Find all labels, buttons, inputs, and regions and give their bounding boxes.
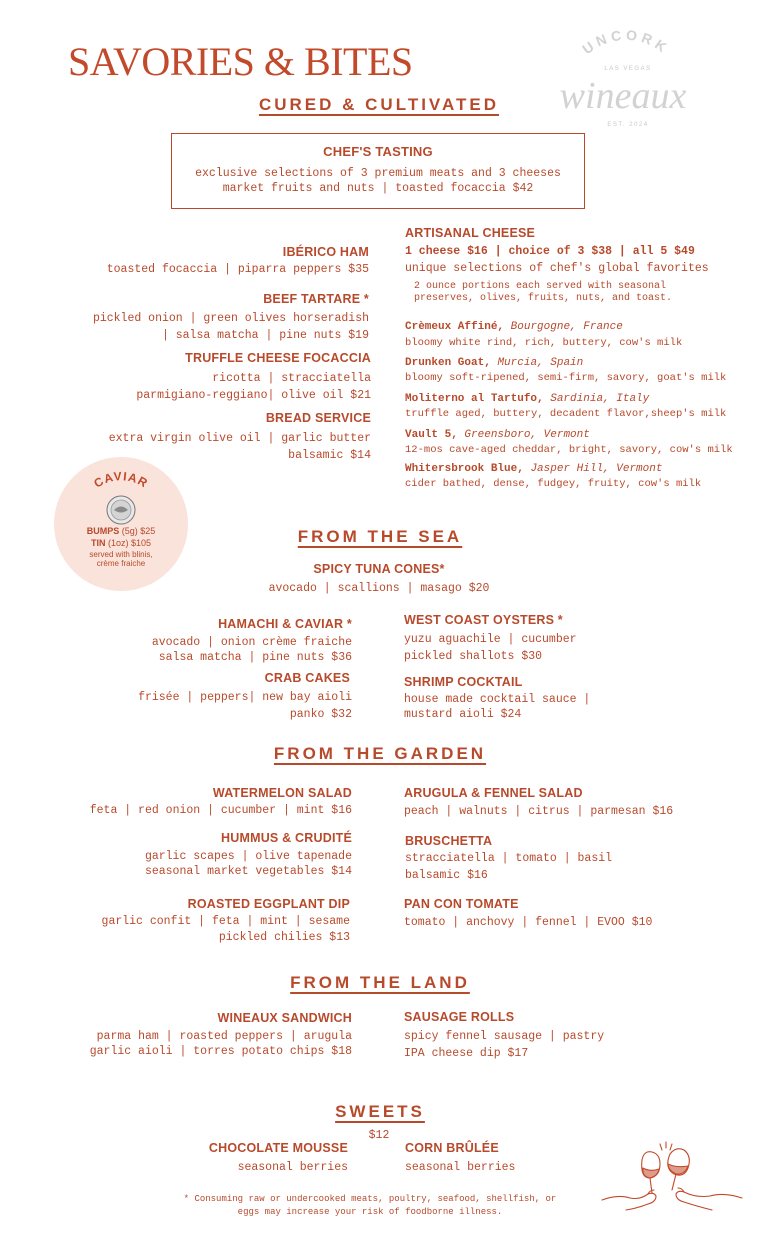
section-from-the-sea: FROM THE SEA: [297, 527, 463, 546]
item-shrimp-cocktail-name: SHRIMP COCKTAIL: [404, 675, 523, 689]
cheese-item-vault5-desc: 12-mos cave-aged cheddar, bright, savory, cow's milk: [405, 444, 733, 456]
item-sausage-rolls-name: SAUSAGE ROLLS: [404, 1010, 515, 1024]
item-hummus-desc1: garlic scapes | olive tapenade: [144, 850, 352, 863]
item-bruschetta-desc1: stracciatella | tomato | basil: [405, 852, 613, 865]
item-eggplant-desc2: pickled chilies $13: [218, 931, 350, 944]
chef-tasting-line1: exclusive selections of 3 premium meats and 3 cheeses: [195, 167, 561, 180]
cheese-item-whitersbrook-origin: Jasper Hill, Vermont: [530, 463, 663, 475]
cheese-prices: 1 cheese $16 | choice of 3 $38 | all 5 $49: [405, 245, 695, 258]
item-shrimp-cocktail-desc2: mustard aioli $24: [404, 708, 522, 721]
item-arugula-name: ARUGULA & FENNEL SALAD: [404, 786, 583, 800]
item-beef-tartare-name: BEEF TARTARE *: [263, 292, 369, 306]
cheese-name: ARTISANAL CHEESE: [405, 226, 536, 240]
cheese-note2: preserves, olives, fruits, nuts, and toast.: [414, 293, 673, 304]
cheese-desc: unique selections of chef's global favorites: [405, 262, 709, 275]
cheese-item-vault5-name: Vault 5,: [405, 429, 458, 441]
caviar-served1: served with blinis,: [89, 550, 153, 559]
section-sweets: SWEETS: [335, 1102, 425, 1121]
section-cured-cultivated: CURED & CULTIVATED: [258, 95, 500, 114]
section-from-the-garden: FROM THE GARDEN: [273, 744, 487, 763]
cheese-item-cremeux-desc: bloomy white rind, rich, buttery, cow's milk: [405, 337, 683, 349]
svg-text:CAVIAR: [91, 469, 150, 491]
chef-tasting-box: [171, 133, 585, 209]
item-bread-service-desc1: extra virgin olive oil | garlic butter: [108, 432, 371, 445]
item-corn-brulee-desc: seasonal berries: [405, 1161, 516, 1174]
logo-uncork: UNCORK: [579, 26, 673, 58]
sweets-price: $12: [368, 1129, 390, 1142]
item-chocolate-mousse-name: CHOCOLATE MOUSSE: [208, 1141, 348, 1155]
logo-city: LAS VEGAS: [604, 66, 652, 72]
item-beef-tartare-desc2: | salsa matcha | pine nuts $19: [161, 329, 369, 342]
cheese-item-moliterno-desc: truffle aged, buttery, decadent flavor,sheep's milk: [405, 408, 727, 420]
cheese-item-drunken-goat-desc: bloomy soft-ripened, semi-firm, savory, goat's milk: [405, 372, 727, 384]
item-crab-cakes-name: CRAB CAKES: [264, 671, 350, 685]
cheese-item-moliterno-name: Moliterno al Tartufo,: [405, 393, 544, 405]
item-oysters-name: WEST COAST OYSTERS *: [404, 613, 563, 627]
footer-disclaimer-line1: * Consuming raw or undercooked meats, poultry, seafood, shellfish, or: [183, 1194, 557, 1204]
item-wineaux-sandwich-desc2: garlic aioli | torres potato chips $18: [89, 1045, 352, 1058]
item-wineaux-sandwich-name: WINEAUX SANDWICH: [217, 1011, 352, 1025]
cheese-item-moliterno: [405, 392, 649, 408]
cheese-item-whitersbrook-name: Whitersbrook Blue,: [405, 463, 524, 475]
item-watermelon-desc: feta | red onion | cucumber | mint $16: [89, 804, 352, 817]
item-hummus-name: HUMMUS & CRUDITÉ: [221, 831, 352, 845]
item-truffle-focaccia-desc2: parmigiano-reggiano| olive oil $21: [136, 389, 371, 402]
item-truffle-focaccia-desc1: ricotta | stracciatella: [212, 372, 371, 385]
footer-disclaimer-line2: eggs may increase your risk of foodborne illness.: [237, 1207, 503, 1217]
item-hamachi-desc2: salsa matcha | pine nuts $36: [158, 651, 352, 664]
caviar-title: CAVIAR: [91, 469, 151, 491]
item-corn-brulee-name: CORN BRÛLÉE: [405, 1141, 499, 1155]
caviar-tin-label: TIN: [90, 538, 106, 548]
caviar-tin-size: (1oz): [107, 538, 129, 548]
cheese-item-drunken-goat-origin: Murcia, Spain: [497, 357, 584, 369]
cheese-item-whitersbrook-desc: cider bathed, dense, fudgey, fruity, cow's milk: [405, 478, 702, 490]
item-shrimp-cocktail-desc1: house made cocktail sauce |: [404, 693, 591, 706]
item-crab-cakes-desc1: frisée | peppers| new bay aioli: [138, 691, 352, 704]
caviar-tin-icon: [107, 496, 135, 524]
item-hummus-desc2: seasonal market vegetables $14: [144, 865, 352, 878]
cheese-item-vault5-origin: Greensboro, Vermont: [464, 429, 590, 441]
cheese-item-whitersbrook: [405, 462, 662, 478]
item-bruschetta-name: BRUSCHETTA: [405, 834, 493, 848]
item-iberico-desc: toasted focaccia | piparra peppers $35: [106, 263, 369, 276]
item-iberico-name: IBÉRICO HAM: [282, 245, 369, 259]
cheese-item-moliterno-origin: Sardinia, Italy: [550, 393, 650, 405]
caviar-served2: crème fraiche: [96, 559, 146, 568]
svg-text:UNCORK: [579, 27, 673, 58]
cheese-item-drunken-goat-name: Drunken Goat,: [405, 357, 491, 369]
logo-brand: wineaux: [559, 75, 687, 117]
item-watermelon-name: WATERMELON SALAD: [212, 786, 352, 800]
item-tuna-cones-name: SPICY TUNA CONES*: [313, 562, 445, 576]
item-pan-con-tomate-desc: tomato | anchovy | fennel | EVOO $10: [404, 916, 653, 929]
cheese-item-cremeux: [405, 320, 623, 336]
section-from-the-land: FROM THE LAND: [290, 973, 470, 992]
item-beef-tartare-desc1: pickled onion | green olives horseradish: [92, 312, 369, 325]
item-eggplant-desc1: garlic confit | feta | mint | sesame: [101, 915, 350, 928]
item-bread-service-name: BREAD SERVICE: [265, 411, 371, 425]
page-title: SAVORIES & BITES: [68, 39, 413, 84]
item-arugula-desc: peach | walnuts | citrus | parmesan $16: [404, 805, 674, 818]
cheese-item-cremeux-origin: Bourgogne, France: [510, 321, 623, 333]
item-hamachi-name: HAMACHI & CAVIAR *: [218, 617, 352, 631]
logo-est: EST. 2024: [607, 122, 649, 128]
caviar-bumps-label: BUMPS: [86, 526, 120, 536]
item-oysters-desc2: pickled shallots $30: [404, 650, 543, 663]
item-eggplant-name: ROASTED EGGPLANT DIP: [187, 897, 350, 911]
cheese-note1: 2 ounce portions each served with seasonal: [414, 281, 667, 292]
cheese-item-drunken-goat: [405, 356, 583, 372]
item-bruschetta-desc2: balsamic $16: [405, 869, 488, 882]
item-wineaux-sandwich-desc1: parma ham | roasted peppers | arugula: [96, 1030, 352, 1043]
item-truffle-focaccia-name: TRUFFLE CHEESE FOCACCIA: [185, 351, 371, 365]
item-oysters-desc1: yuzu aguachile | cucumber: [404, 633, 577, 646]
item-pan-con-tomate-name: PAN CON TOMATE: [404, 897, 519, 911]
caviar-bumps-price: $25: [140, 526, 156, 536]
chef-tasting-name: CHEF'S TASTING: [323, 144, 433, 159]
cheese-item-vault5: [405, 428, 590, 444]
chef-tasting-line2: market fruits and nuts | toasted focaccia $42: [222, 182, 534, 195]
item-sausage-rolls-desc2: IPA cheese dip $17: [404, 1047, 529, 1060]
item-bread-service-desc2: balsamic $14: [288, 449, 371, 462]
item-chocolate-mousse-desc: seasonal berries: [237, 1161, 348, 1174]
item-hamachi-desc1: avocado | onion crème fraiche: [151, 636, 352, 649]
cheese-item-cremeux-name: Crèmeux Affiné,: [405, 321, 505, 333]
item-crab-cakes-desc2: panko $32: [289, 708, 352, 721]
item-sausage-rolls-desc1: spicy fennel sausage | pastry: [404, 1030, 605, 1043]
caviar-tin-price: $105: [131, 538, 152, 548]
item-tuna-cones-desc: avocado | scallions | masago $20: [268, 582, 490, 595]
caviar-bumps-size: (5g): [121, 526, 138, 536]
